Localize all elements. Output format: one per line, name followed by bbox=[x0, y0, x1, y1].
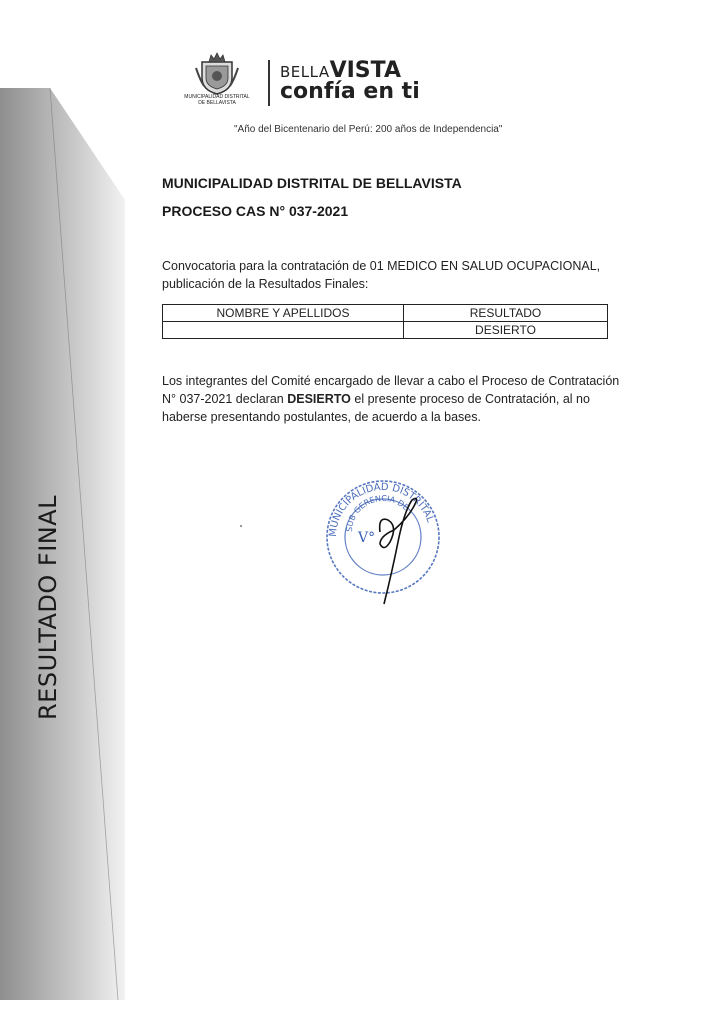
intro-line1: Convocatoria para la contratación de 01 MEDICO EN SALUD OCUPACIONAL, bbox=[162, 259, 601, 273]
table-header-row bbox=[163, 305, 608, 322]
logo-divider bbox=[268, 60, 270, 106]
official-stamp bbox=[318, 472, 448, 612]
header-result: RESULTADO bbox=[404, 305, 608, 322]
scan-speck bbox=[240, 525, 242, 527]
stamp-mark: V° bbox=[358, 530, 376, 546]
closing-bold: DESIERTO bbox=[287, 392, 351, 406]
crest-caption bbox=[172, 94, 262, 106]
crest-caption-line1: MUNICIPALIDAD DISTRITAL bbox=[184, 94, 250, 100]
year-motto: "Año del Bicentenario del Perú: 200 años de Independencia" bbox=[234, 124, 503, 135]
header-name: NOMBRE Y APELLIDOS bbox=[163, 305, 404, 322]
closing-paragraph bbox=[162, 372, 622, 426]
entity-heading: MUNICIPALIDAD DISTRITAL DE BELLAVISTA bbox=[162, 175, 462, 191]
intro-paragraph bbox=[162, 257, 622, 293]
process-heading: PROCESO CAS N° 037-2021 bbox=[162, 203, 349, 219]
side-title: RESULTADO FINAL bbox=[34, 494, 62, 720]
crest-caption-line2: DE BELLAVISTA bbox=[198, 100, 236, 106]
stamp-ring-text: MUNICIPALIDAD DISTRITAL bbox=[327, 481, 436, 538]
stamp-inner-text: SUB GERENCIA DE bbox=[344, 493, 411, 533]
results-table bbox=[162, 304, 608, 339]
side-band bbox=[0, 0, 125, 1024]
municipality-logo bbox=[172, 50, 452, 110]
table-row bbox=[163, 322, 608, 339]
closing-part1: Los integrantes del Comité encargado de llevar a cabo el Proceso de Contratación N° 037-2021 declaran bbox=[162, 374, 620, 406]
brand-bella: BELLA bbox=[280, 63, 330, 81]
cell-result: DESIERTO bbox=[404, 322, 608, 339]
signature bbox=[380, 498, 417, 604]
closing-part2: el presente proceso de Contratación, al no haberse presentando postulantes, de acuerdo a la bases. bbox=[162, 392, 590, 424]
brand-tagline: confía en ti bbox=[280, 79, 420, 104]
cell-name bbox=[163, 322, 404, 339]
municipality-crest-icon bbox=[192, 50, 242, 96]
intro-line2: publicación de la Resultados Finales: bbox=[162, 277, 369, 291]
brand-vista: VISTA bbox=[329, 58, 401, 83]
